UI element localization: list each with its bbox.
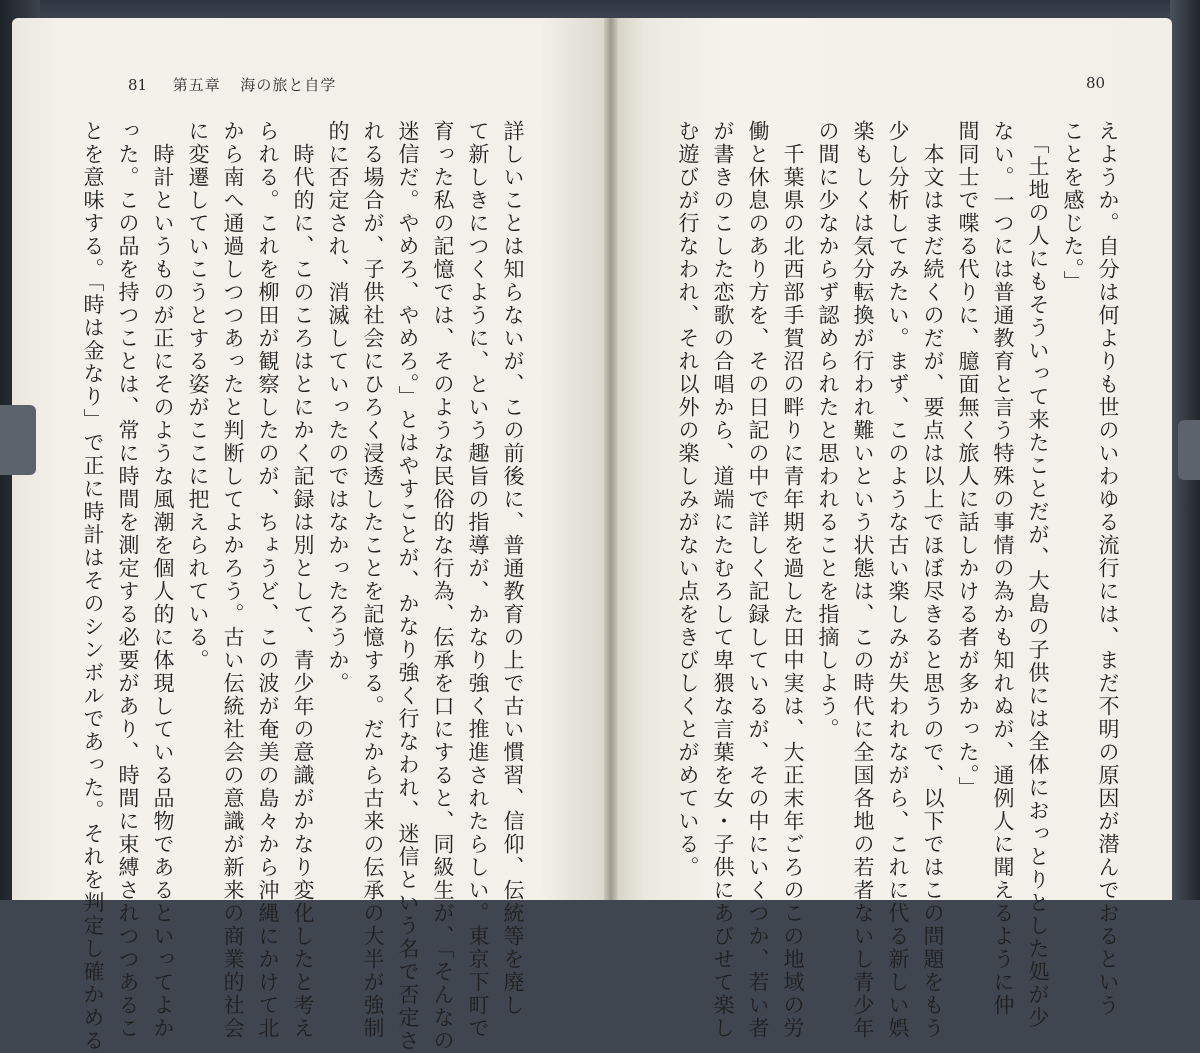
text-column: られる。これを柳田が観察したのが、ちょうど、この波が奄美の島々から沖縄にかけて北	[256, 120, 280, 1040]
text-column: 千葉県の北西部手賀沼の畔りに青年期を過した田中実は、大正末年ごろのこの地域の労	[781, 120, 805, 1040]
text-column: 迷信だ。やめろ、やめろ。」とはやすことが、かなり強く行なわれ、迷信という名で否定さ	[396, 120, 420, 1053]
text-column: とを意味する。「時は金なり」で正に時計はそのシンボルであった。それを判定し確かめる	[81, 120, 105, 1053]
text-column: から南へ通過しつつあったと判断してよかろう。古い伝統社会の意識が新来の商業的社会	[221, 120, 245, 1040]
text-column: 時代的に、このころはとにかく記録は別として、青少年の意識がかなり変化したと考え	[291, 120, 315, 1040]
left-page-number: 81	[128, 76, 148, 94]
text-column: に変遷していこうとする姿がここに把えられている。	[186, 120, 210, 672]
text-column: 働と休息のあり方を、その日記の中で詳しく記録しているが、その中にいくつか、若い者	[746, 120, 770, 1040]
page-clip-right	[1178, 420, 1200, 480]
page-clip-left	[0, 405, 36, 475]
text-column: 「土地の人にもそういって来たことだが、大島の子供には全体におっとりとした処が少	[1026, 120, 1050, 1030]
chapter-title: 海の旅と自学	[240, 76, 337, 94]
text-column: れる場合が、子供社会にひろく浸透したことを記憶する。だから古来の伝承の大半が強制	[361, 120, 385, 1040]
text-column: ことを感じた。」	[1061, 120, 1085, 294]
text-column: えようか。自分は何よりも世のいわゆる流行には、まだ不明の原因が潜んでおるという	[1096, 120, 1120, 1017]
text-column: 的に否定され、消滅していったのではなかったろうか。	[326, 120, 350, 695]
right-page-number: 80	[1086, 74, 1106, 92]
text-column: が書きのこした恋歌の合唱から、道端にたむろして卑猥な言葉を女・子供にあびせて楽し	[711, 120, 735, 1040]
text-column: む遊びが行なわれ、それ以外の楽しみがない点をきびしくとがめている。	[676, 120, 700, 879]
text-column: て新しきにつくように、という趣旨の指導が、かなり強く推進されたらしい。東京下町で	[466, 120, 490, 1040]
text-column: 育った私の記憶では、そのような民俗的な行為、伝承を口にすると、同級生が、「そんなの	[431, 120, 455, 1053]
text-column: 少し分析してみたい。まず、このような古い楽しみが失われながら、これに代る新しい娯	[886, 120, 910, 1040]
text-column: ない。一つには普通教育と言う特殊の事情の為かも知れぬが、通例人に聞えるように仲	[991, 120, 1015, 1017]
text-column: 楽もしくは気分転換が行われ難いという状態は、この時代に全国各地の若者ないし青少年	[851, 120, 875, 1040]
right-page-header	[1086, 74, 1105, 92]
text-column: 間同士で喋る代りに、臆面無く旅人に話しかける者が多かった。」	[956, 120, 980, 800]
book-gutter	[604, 18, 618, 900]
text-column: 時計というものが正にそのような風潮を個人的に体現している品物であるといってよか	[151, 120, 175, 1040]
text-column: 詳しいことは知らないが、この前後に、普通教育の上で古い慣習、信仰、伝統等を廃し	[501, 120, 525, 1017]
chapter-label: 第五章	[172, 76, 221, 94]
text-column: 本文はまだ続くのだが、要点は以上でほぼ尽きると思うので、以下ではこの問題をもう	[921, 120, 945, 1040]
text-column: った。この品を持つことは、常に時間を測定する必要があり、時間に束縛されつつあるこ	[116, 120, 140, 1040]
text-column: の間に少なからず認められたと思われることを指摘しよう。	[816, 120, 840, 741]
left-page-header	[128, 74, 336, 95]
